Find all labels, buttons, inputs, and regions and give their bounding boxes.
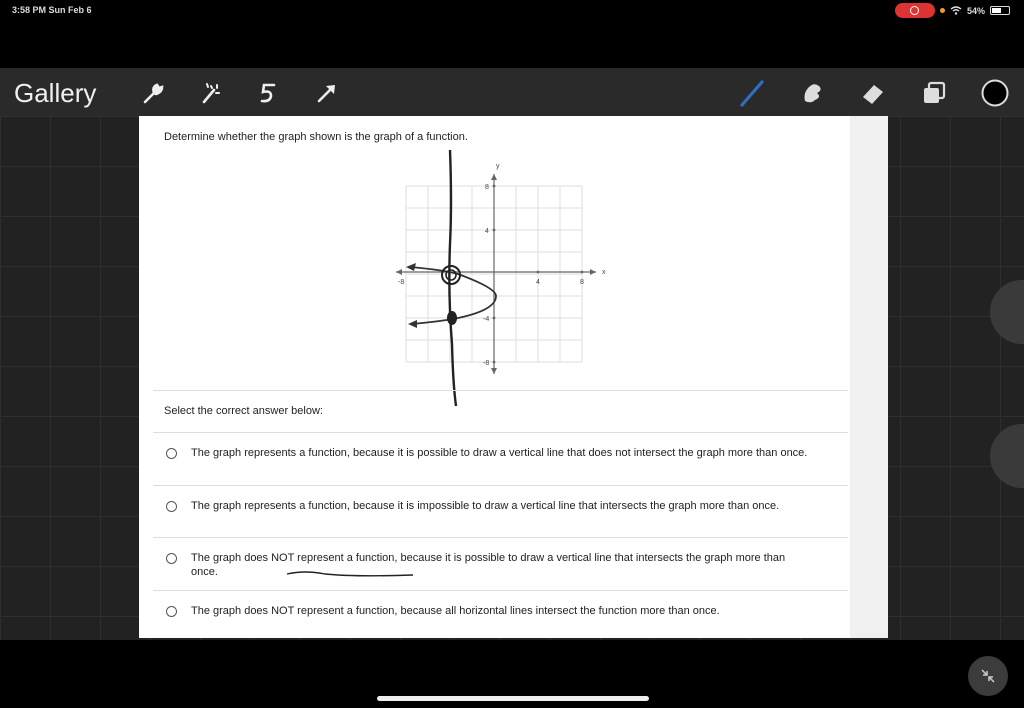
y-tick-label: -8 bbox=[483, 360, 490, 367]
radio-button[interactable] bbox=[166, 553, 177, 564]
select-instruction: Select the correct answer below: bbox=[164, 405, 323, 417]
gallery-button[interactable]: Gallery bbox=[14, 78, 97, 108]
exit-fullscreen-button[interactable] bbox=[968, 656, 1008, 696]
answer-option-2[interactable] bbox=[153, 491, 848, 543]
y-tick-label: 8 bbox=[485, 184, 489, 191]
divider bbox=[153, 390, 848, 391]
homework-screenshot bbox=[139, 116, 888, 638]
y-axis-label: y bbox=[496, 163, 500, 170]
status-bar bbox=[0, 0, 1024, 22]
answer-option-text: The graph represents a function, because it is possible to draw a vertical line that does not intersect the graph more than once. bbox=[191, 447, 808, 459]
eraser-icon[interactable] bbox=[858, 78, 888, 108]
color-swatch[interactable] bbox=[980, 78, 1010, 108]
x-tick-label: 8 bbox=[580, 279, 584, 286]
shrink-arrows-icon bbox=[979, 667, 997, 685]
selection-icon[interactable] bbox=[253, 78, 283, 108]
divider bbox=[153, 537, 848, 538]
status-indicators bbox=[895, 3, 1010, 18]
coordinate-graph bbox=[384, 144, 624, 406]
wrench-icon[interactable] bbox=[138, 78, 168, 108]
battery-icon bbox=[990, 6, 1010, 15]
divider bbox=[153, 432, 848, 433]
question-text: Determine whether the graph shown is the graph of a function. bbox=[164, 131, 468, 143]
layers-icon[interactable] bbox=[919, 78, 949, 108]
radio-button[interactable] bbox=[166, 501, 177, 512]
screen-recording-indicator[interactable] bbox=[895, 3, 935, 18]
answer-option-3[interactable] bbox=[153, 543, 848, 595]
answer-option-4[interactable] bbox=[153, 596, 848, 648]
handwritten-intersection-mark bbox=[442, 266, 460, 284]
answer-option-text: The graph does NOT represent a function, because it is possible to draw a vertical line that intersects the graph more than once. bbox=[191, 552, 786, 578]
status-time: 3:58 PM Sun Feb 6 bbox=[12, 5, 92, 15]
magic-wand-icon[interactable] bbox=[196, 78, 226, 108]
wifi-icon bbox=[950, 6, 962, 15]
x-tick-label: -8 bbox=[398, 279, 405, 286]
microphone-indicator-icon bbox=[940, 8, 945, 13]
answer-option-text: The graph represents a function, because it is impossible to draw a vertical line that intersects the graph more than once. bbox=[191, 500, 780, 512]
answer-option-1[interactable] bbox=[153, 438, 848, 490]
y-tick-label: 4 bbox=[485, 228, 489, 235]
brush-icon[interactable] bbox=[737, 78, 767, 108]
x-tick-label: 4 bbox=[536, 279, 540, 286]
app-toolbar bbox=[0, 68, 1024, 116]
divider bbox=[153, 485, 848, 486]
answer-option-text: The graph does NOT represent a function, because all horizontal lines intersect the function more than once. bbox=[191, 605, 720, 617]
handwritten-underline bbox=[285, 569, 415, 579]
home-indicator[interactable] bbox=[377, 696, 649, 701]
y-tick-label: -4 bbox=[483, 316, 490, 323]
x-axis-label: x bbox=[602, 269, 606, 276]
record-icon bbox=[910, 6, 919, 15]
radio-button[interactable] bbox=[166, 606, 177, 617]
radio-button[interactable] bbox=[166, 448, 177, 459]
battery-percentage: 54% bbox=[966, 5, 985, 16]
smudge-icon[interactable] bbox=[798, 78, 828, 108]
handwritten-intersection-mark bbox=[447, 311, 457, 325]
transform-arrow-icon[interactable] bbox=[312, 78, 342, 108]
divider bbox=[153, 590, 848, 591]
document-scrollbar bbox=[850, 116, 888, 638]
